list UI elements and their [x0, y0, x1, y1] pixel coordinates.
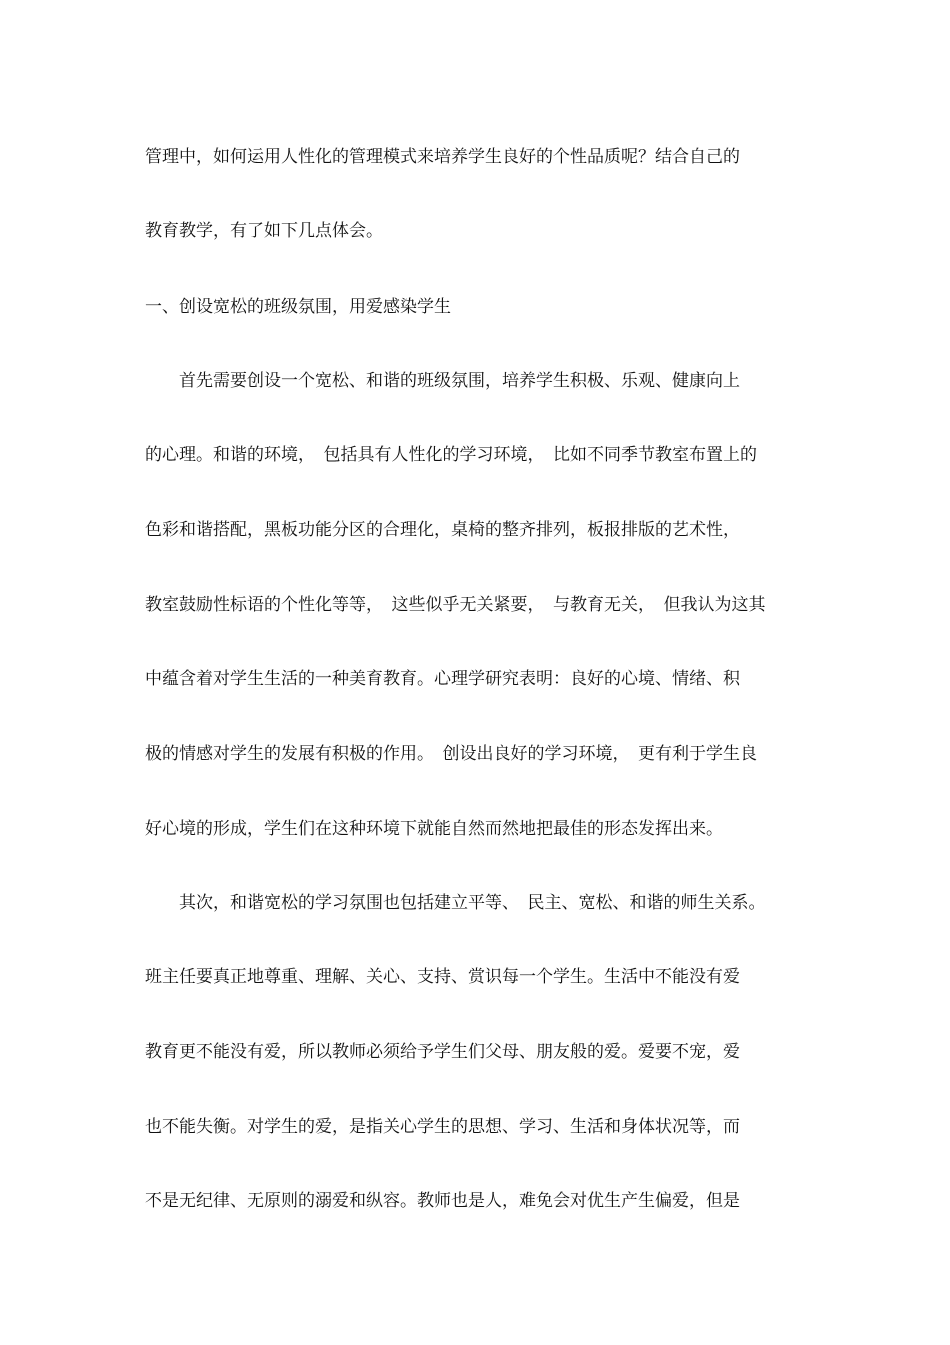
text-line: 教育更不能没有爱，所以教师必须给予学生们父母、朋友般的爱。爱要不宠，爱 [145, 1042, 740, 1062]
text-line: 极的情感对学生的发展有积极的作用。 创设出良好的学习环境， 更有利于学生良 [145, 744, 757, 764]
text-line: 教育教学，有了如下几点体会。 [145, 221, 383, 241]
text-line: 管理中，如何运用人性化的管理模式来培养学生良好的个性品质呢？结合自己的 [145, 147, 740, 167]
text-line: 班主任要真正地尊重、理解、关心、支持、赏识每一个学生。生活中不能没有爱 [145, 967, 740, 987]
text-line: 教室鼓励性标语的个性化等等， 这些似乎无关紧要， 与教育无关， 但我认为这其 [145, 595, 766, 615]
text-line: 好心境的形成，学生们在这种环境下就能自然而然地把最佳的形态发挥出来。 [145, 819, 723, 839]
text-line: 色彩和谐搭配，黑板功能分区的合理化，桌椅的整齐排列，板报排版的艺术性， [145, 520, 740, 540]
text-line: 中蕴含着对学生生活的一种美育教育。心理学研究表明：良好的心境、情绪、积 [145, 669, 740, 689]
section-heading: 一、创设宽松的班级氛围，用爱感染学生 [145, 297, 451, 317]
text-line: 首先需要创设一个宽松、和谐的班级氛围，培养学生积极、乐观、健康向上 [145, 371, 740, 391]
text-line: 也不能失衡。对学生的爱，是指关心学生的思想、学习、生活和身体状况等，而 [145, 1117, 740, 1137]
text-line: 其次，和谐宽松的学习氛围也包括建立平等、 民主、宽松、和谐的师生关系。 [145, 893, 766, 913]
text-line: 不是无纪律、无原则的溺爱和纵容。教师也是人，难免会对优生产生偏爱，但是 [145, 1191, 740, 1211]
text-line: 的心理。和谐的环境， 包括具有人性化的学习环境， 比如不同季节教室布置上的 [145, 445, 757, 465]
